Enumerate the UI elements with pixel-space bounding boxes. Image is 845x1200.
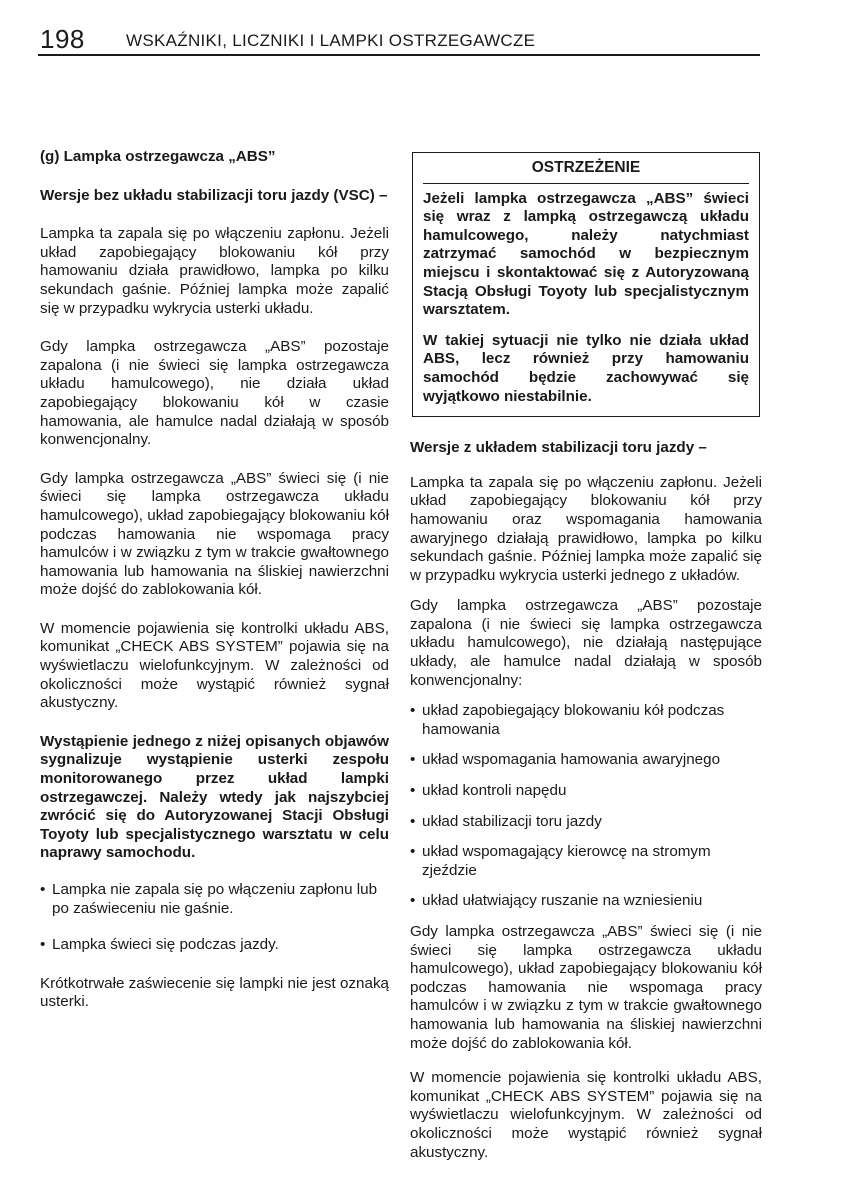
list-item-text: układ wspomagania hamowania awaryjnego — [422, 751, 721, 769]
bullet-icon: • — [410, 751, 416, 769]
bullet-icon: • — [410, 702, 416, 720]
list-item — [40, 881, 389, 918]
warning-paragraph: W takiej sytuacji nie tylko nie działa układ ABS, lecz również przy hamowaniu samochód będzie zachowywać się wyjątkowo niestabilnie. — [423, 331, 749, 405]
list-item — [410, 702, 762, 739]
list-item — [410, 782, 762, 801]
paragraph: Gdy lampka ostrzegawcza „ABS” pozostaje zapalona (i nie świeci się lampka ostrzegawcza układu hamulcowego), nie działa układ zapobiegający blokowaniu kół w czasie hamowania, ale hamulce nadal działają w sposób konwencjonalny. — [40, 338, 389, 449]
paragraph: Krótkotrwałe zaświecenie się lampki nie jest oznaką usterki. — [40, 974, 389, 1011]
paragraph: Lampka ta zapala się po włączeniu zapłonu. Jeżeli układ zapobiegający blokowaniu kół przy hamowaniu działa prawidłowo, lampka po kilku sekundach gaśnie. Później lampka może zapalić się w przypadku wykrycia usterki układu. — [40, 225, 389, 317]
list-item-text: układ stabilizacji toru jazdy — [422, 812, 602, 830]
list-item — [410, 892, 762, 911]
list-item — [410, 813, 762, 832]
list-item-text: układ ułatwiający ruszanie na wzniesieniu — [422, 892, 703, 910]
bold-paragraph: Wystąpienie jednego z niżej opisanych objawów sygnalizuje wystąpienie usterki zespołu monitorowanego przez układ lampki ostrzegawczej. Należy wtedy jak najszybciej zwrócić się do Autoryzowanej Stacji Obsługi Toyoty lub specjalistycznego warsztatu w celu naprawy samochodu. — [40, 732, 389, 862]
bullet-icon: • — [410, 843, 416, 861]
list-item — [40, 936, 389, 955]
left-column — [40, 148, 389, 1026]
list-item-text: Lampka świeci się podczas jazdy. — [52, 936, 279, 954]
paragraph: Gdy lampka ostrzegawcza „ABS” świeci się (i nie świeci się lampka ostrzegawcza układu hamulcowego), układ zapobiegający blokowaniu kół podczas hamowania nie wspomaga pracy hamulców i w związku z tym w trakcie gwałtownego hamowania lub hamowania na śliskiej nawierzchni może dojść do zablokowania kół. — [40, 469, 389, 599]
bullet-icon: • — [410, 812, 416, 830]
section-heading: (g) Lampka ostrzegawcza „ABS” — [40, 148, 276, 165]
paragraph: Lampka ta zapala się po włączeniu zapłonu. Jeżeli układ zapobiegający blokowaniu kół przy hamowaniu oraz wspomagania hamowania awaryjnego działają prawidłowo, lampka po kilku sekundach gaśnie. Później lampka może zapalić się w przypadku wykrycia usterki jednego z układów. — [410, 473, 762, 584]
warning-title: OSTRZEŻENIE — [423, 157, 749, 184]
list-item-text: układ wspomagający kierowcę na stromym zjeździe — [422, 843, 711, 879]
list-item-text: układ kontroli napędu — [422, 782, 567, 800]
list-item — [410, 843, 762, 880]
list-item — [410, 751, 762, 770]
bullet-icon: • — [410, 892, 416, 910]
list-item-text: Lampka nie zapala się po włączeniu zapłonu lub po zaświeceniu nie gaśnie. — [52, 881, 378, 917]
paragraph: Gdy lampka ostrzegawcza „ABS” świeci się (i nie świeci się lampka ostrzegawcza układu hamulcowego), układ zapobiegający blokowaniu kół podczas hamowania nie wspomaga pracy hamulców i w związku z tym w trakcie gwałtownego hamowania lub hamowania na śliskiej nawierzchni może dojść do zablokowania kół. — [410, 923, 762, 1052]
bullet-icon: • — [40, 936, 46, 954]
chapter-title: WSKAŹNIKI, LICZNIKI I LAMPKI OSTRZEGAWCZE — [126, 31, 536, 50]
section-subheading: Wersje bez układu stabilizacji toru jazdy (VSC) – — [40, 186, 388, 204]
page-header — [38, 24, 760, 56]
section-subheading: Wersje z układem stabilizacji toru jazdy – — [410, 439, 707, 457]
bullet-icon: • — [410, 782, 416, 800]
paragraph: Gdy lampka ostrzegawcza „ABS” pozostaje zapalona (i nie świeci się lampka ostrzegawcza układu hamulcowego), nie działają następujące układy, ale hamulce nadal działają w sposób konwencjonalny: — [410, 597, 762, 689]
warning-box — [412, 152, 760, 417]
paragraph: W momencie pojawienia się kontrolki układu ABS, komunikat „CHECK ABS SYSTEM” pojawia się na wyświetlaczu wielofunkcyjnym. W zależności od okoliczności może wystąpić również sygnał akustyczny. — [410, 1069, 762, 1161]
right-column — [410, 152, 762, 1176]
warning-paragraph: Jeżeli lampka ostrzegawcza „ABS” świeci się wraz z lampką ostrzegawczą układu hamulcowego, należy natychmiast zatrzymać samochód w bezpiecznym miejscu i skontaktować się z Autoryzowaną Stacją Obsługi Toyoty lub specjalistycznym warsztatem. — [423, 189, 749, 319]
list-item-text: układ zapobiegający blokowaniu kół podczas hamowania — [422, 702, 725, 738]
paragraph: W momencie pojawienia się kontrolki układu ABS, komunikat „CHECK ABS SYSTEM” pojawia się na wyświetlaczu wielofunkcyjnym. W zależności od okoliczności może wystąpić również sygnał akustyczny. — [40, 619, 389, 712]
bullet-icon: • — [40, 881, 46, 898]
page-number: 198 — [40, 24, 85, 54]
